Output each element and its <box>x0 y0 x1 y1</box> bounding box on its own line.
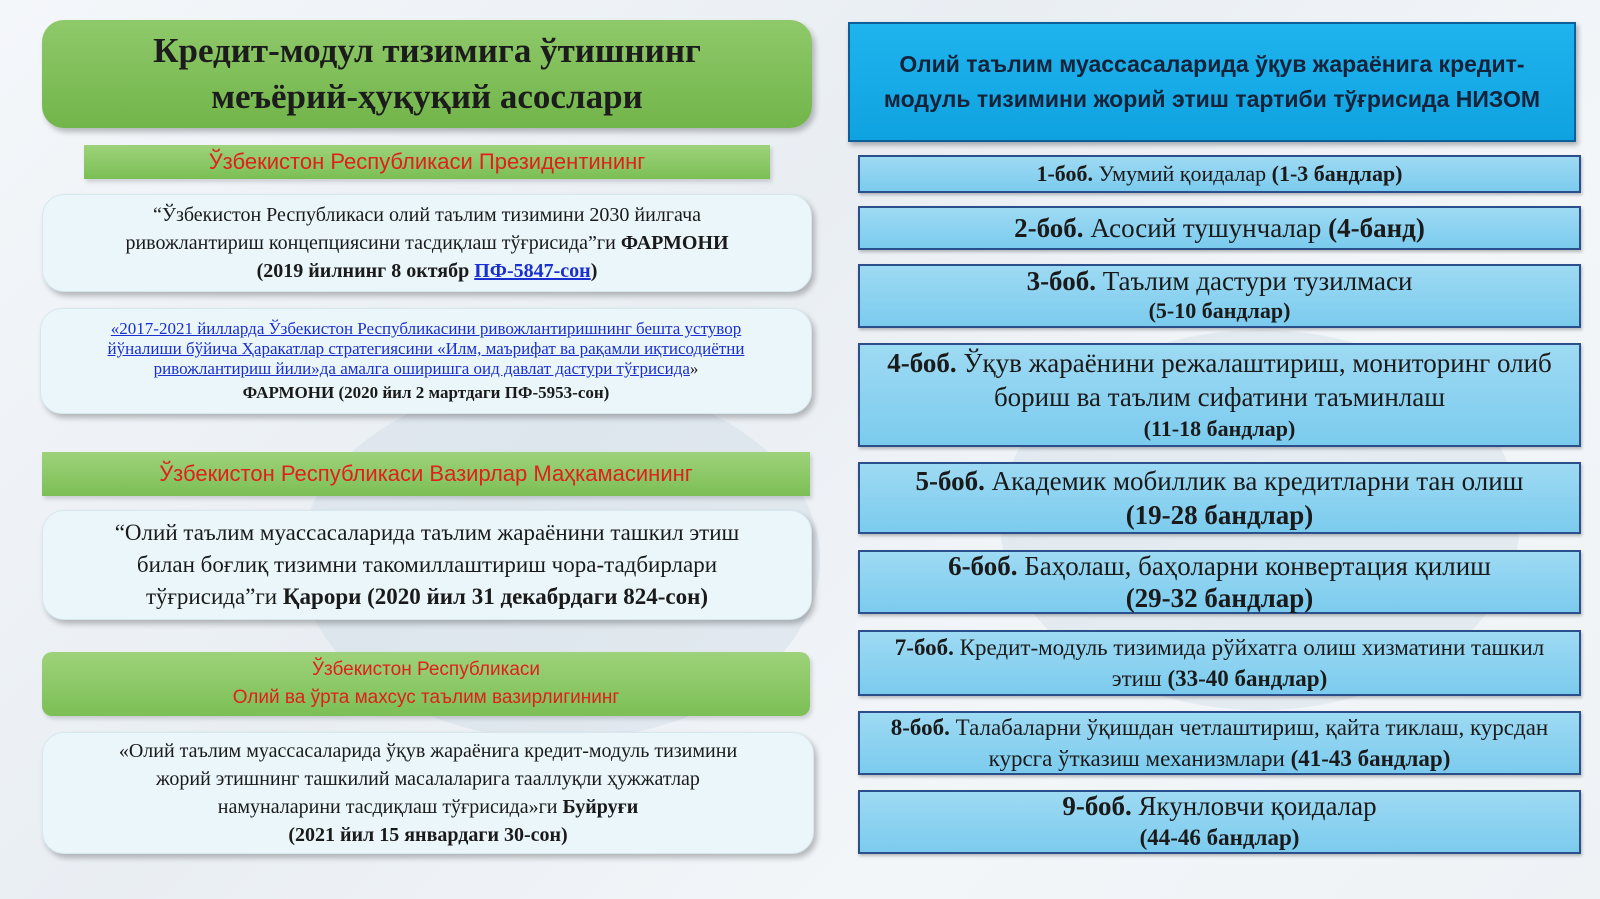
chapter-5 <box>858 462 1581 534</box>
slide-title <box>42 20 812 128</box>
decree2-link-tail: » <box>689 359 699 378</box>
decree2-link-line3[interactable]: ривожлантириш йили»да амалга оширишга оид давлат дастури тўғрисида <box>153 359 690 378</box>
chapter-9-range: (44-46 бандлар) <box>1139 825 1300 850</box>
nizom-title <box>848 22 1576 142</box>
resolution-line2: билан боғлиқ тизимни такомиллаштириш чора-тадбирлари <box>136 552 718 577</box>
chapter-3-num: 3-боб. <box>1026 266 1096 296</box>
chapter-3-text: Таълим дастури тузилмаси <box>1095 266 1413 296</box>
chapter-7-line <box>876 632 1563 694</box>
decree1-bold: ФАРМОНИ <box>620 232 729 254</box>
resolution-date: (2020 йил 31 декабрдаги 824-сон) <box>361 584 709 609</box>
decree1-date-prefix: (2019 йилнинг 8 октябр <box>256 260 475 282</box>
nizom-title-text: Олий таълим муассасаларида ўқув жараёнига кредит-модуль тизимини жорий этиш тартиби тўғрисида НИЗОМ <box>883 51 1541 112</box>
title-line-1: Кредит-модул тизимига ўтишнинг <box>153 31 701 70</box>
order-line2: жорий этишнинг ташкилий масалаларига тааллуқли ҳужжатлар <box>156 768 700 790</box>
ministry-header-line1: Ўзбекистон Республикаси <box>311 659 541 680</box>
order-card <box>42 732 814 854</box>
decree2-link-line1[interactable]: «2017-2021 йилларда Ўзбекистон Республикасини ривожлантиришнинг бешта устувор <box>110 319 742 338</box>
chapter-9-num: 9-боб. <box>1062 791 1132 821</box>
chapter-2 <box>858 206 1581 250</box>
chapter-1-range: (1-3 бандлар) <box>1271 161 1403 186</box>
chapter-7-range: (33-40 бандлар) <box>1167 666 1328 691</box>
chapter-8 <box>858 711 1581 775</box>
chapter-9 <box>858 790 1581 854</box>
chapter-5-num: 5-боб. <box>915 466 985 496</box>
chapter-4-line <box>880 346 1559 414</box>
chapter-7-text: Кредит-модуль тизимида рўйхатга олиш хизматини ташкил этиш <box>953 635 1545 691</box>
chapter-7 <box>858 630 1581 696</box>
chapter-1-text: Умумий қоидалар <box>1093 161 1272 186</box>
chapter-6-text: Баҳолаш, баҳоларни конвертация қилиш <box>1017 551 1491 581</box>
chapter-3-range-line <box>860 296 1579 326</box>
resolution-card <box>42 510 812 620</box>
order-line1: «Олий таълим муассасаларида ўқув жараёнига кредит-модуль тизимини <box>118 740 738 762</box>
resolution-prefix: тўғрисида”ги <box>145 584 283 609</box>
chapter-5-range-line <box>860 498 1579 532</box>
decree1-line2 <box>43 229 811 257</box>
decree-card-2020 <box>40 308 812 414</box>
chapter-6 <box>858 550 1581 614</box>
decree1-line1: “Ўзбекистон Республикаси олий таълим тизимини 2030 йилгача <box>152 204 702 226</box>
chapter-6-range-line <box>860 582 1579 614</box>
chapter-2-line <box>860 213 1579 244</box>
order-bold: Буйруғи <box>562 796 639 818</box>
chapter-9-range-line <box>860 822 1579 854</box>
ministry-header <box>42 652 810 716</box>
chapter-8-range: (41-43 бандлар) <box>1290 746 1451 771</box>
order-line3 <box>43 793 813 821</box>
resolution-line3 <box>43 581 811 613</box>
chapter-6-range: (29-32 бандлар) <box>1125 583 1314 613</box>
cabinet-header <box>42 452 810 496</box>
chapter-1-num: 1-боб. <box>1036 161 1094 186</box>
chapter-1 <box>858 155 1581 193</box>
chapter-5-text: Академик мобиллик ва кредитларни тан олиш <box>984 466 1524 496</box>
decree-card-2019 <box>42 194 812 292</box>
order-date: (2021 йил 15 январдаги 30-сон) <box>288 824 568 846</box>
chapter-5-range: (19-28 бандлар) <box>1125 500 1314 530</box>
chapter-4-range: (11-18 бандлар) <box>1143 416 1296 441</box>
decree1-date-suffix: ) <box>590 260 598 282</box>
decree1-link[interactable]: ПФ-5847-сон <box>474 260 591 282</box>
decree2-bold: ФАРМОНИ (2020 йил 2 мартдаги ПФ-5953-сон) <box>242 383 610 402</box>
chapter-4-text: Ўқув жараёнини режалаштириш, мониторинг олиб бориш ва таълим сифатини таъминлаш <box>956 348 1552 412</box>
chapter-6-num: 6-боб. <box>948 551 1018 581</box>
chapter-5-line <box>860 464 1579 498</box>
chapter-8-text: Талабаларни ўқишдан четлаштириш, қайта тиклаш, курсдан курсга ўтказиш механизмлари <box>949 715 1549 771</box>
chapter-8-num: 8-боб. <box>890 715 950 740</box>
president-header-text: Ўзбекистон Республикаси Президентининг <box>208 149 646 174</box>
title-line-2: меъёрий-ҳуқуқий асослари <box>211 77 643 116</box>
ministry-header-line2: Олий ва ўрта махсус таълим вазирлигининг <box>232 687 620 708</box>
chapter-2-num: 2-боб. <box>1014 212 1084 243</box>
resolution-line1: “Олий таълим муассасаларида таълим жараёнини ташкил этиш <box>114 520 740 545</box>
chapter-4-range-line <box>880 414 1559 444</box>
president-header <box>84 145 770 179</box>
chapter-1-line <box>860 161 1579 187</box>
chapter-9-text: Якунловчи қоидалар <box>1131 791 1377 821</box>
chapter-3-range: (5-10 бандлар) <box>1148 298 1291 323</box>
resolution-bold: Қарори <box>282 584 362 609</box>
chapter-7-num: 7-боб. <box>894 635 954 660</box>
decree1-line2-text: ривожлантириш концепциясини тасдиқлаш тўғрисида”ги <box>125 232 616 254</box>
chapter-4-num: 4-боб. <box>887 348 957 378</box>
cabinet-header-text: Ўзбекистон Республикаси Вазирлар Маҳкамасининг <box>159 461 693 486</box>
chapter-6-line <box>860 550 1579 582</box>
decree2-line3 <box>51 359 801 379</box>
decree1-line3 <box>43 257 811 285</box>
chapter-4 <box>858 343 1581 447</box>
order-prefix: намуналарини тасдиқлаш тўғрисида»ги <box>217 796 563 818</box>
chapter-2-range: (4-банд) <box>1328 212 1425 243</box>
decree2-link-line2[interactable]: йўналиши бўйича Ҳаракатлар стратегиясини «Илм, маърифат ва рақамли иқтисодиётни <box>107 339 745 358</box>
chapter-8-line <box>876 712 1563 774</box>
chapter-9-line <box>860 790 1579 822</box>
chapter-2-text: Асосий тушунчалар <box>1083 212 1329 243</box>
chapter-3-line <box>860 266 1579 296</box>
chapter-3 <box>858 264 1581 328</box>
